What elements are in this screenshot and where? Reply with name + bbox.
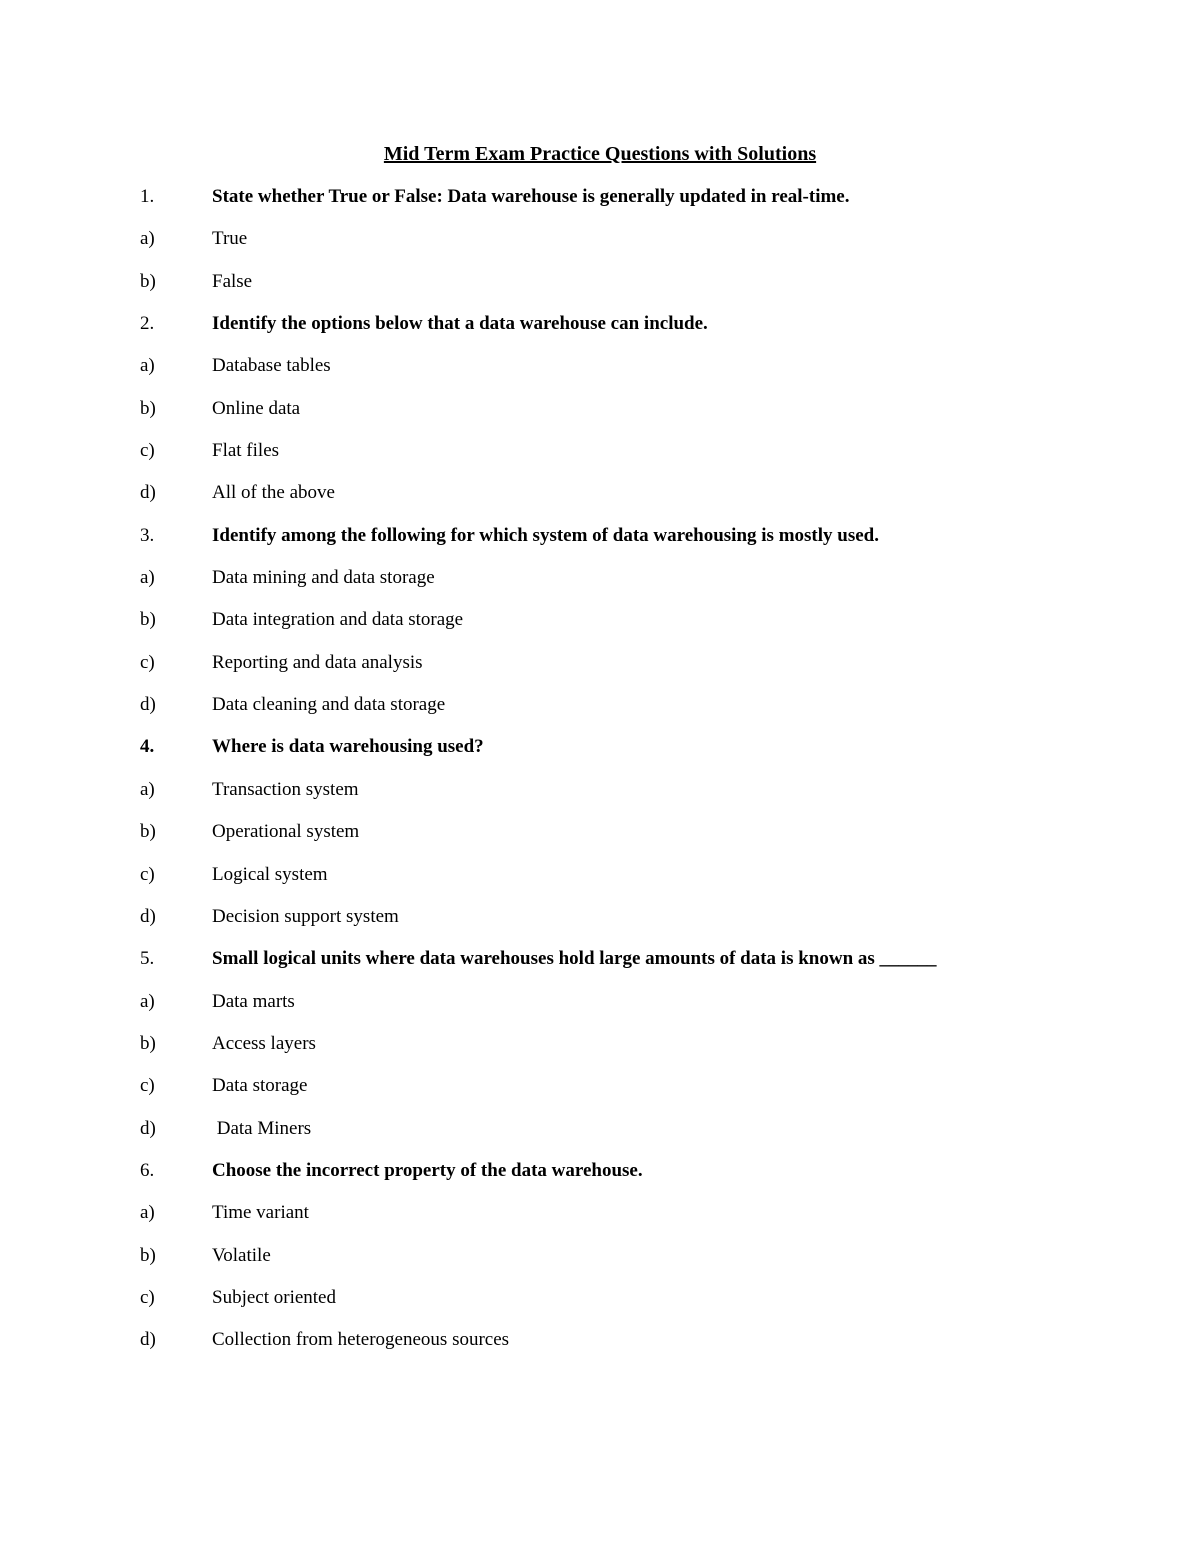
option-marker: c) <box>140 440 155 462</box>
question-number: 4. <box>140 736 155 758</box>
option-marker: d) <box>140 1329 156 1351</box>
question-text: State whether True or False: Data warehouse is generally updated in real-time. <box>212 186 850 207</box>
option-item <box>140 1031 1140 1073</box>
option-marker: c) <box>140 863 155 885</box>
option-text: Transaction system <box>212 778 359 800</box>
option-text: Data mining and data storage <box>212 567 435 589</box>
option-item <box>140 396 1140 438</box>
option-item <box>140 353 1140 395</box>
option-text: Subject oriented <box>212 1286 336 1308</box>
question-text: Identify among the following for which system of data warehousing is mostly used. <box>212 524 879 546</box>
option-marker: a) <box>140 355 155 377</box>
option-text: Data integration and data storage <box>212 609 464 631</box>
question-list <box>140 184 1140 1370</box>
option-item <box>140 650 1140 692</box>
option-marker: b) <box>140 1032 156 1054</box>
question-text: Where is data warehousing used? <box>212 736 484 758</box>
option-marker: a) <box>140 778 155 800</box>
option-marker: b) <box>140 1244 156 1266</box>
option-item <box>140 1285 1140 1327</box>
option-item <box>140 777 1140 819</box>
option-item <box>140 904 1140 946</box>
question-number: 3. <box>140 524 155 546</box>
option-item <box>140 269 1140 311</box>
question-6 <box>140 1158 1140 1200</box>
option-text: Database tables <box>212 355 331 377</box>
option-text: Access layers <box>212 1032 316 1054</box>
question-1 <box>140 184 1140 226</box>
option-marker: b) <box>140 397 156 419</box>
option-marker: c) <box>140 651 155 673</box>
question-text: Small logical units where data warehouses hold large amounts of data is known as ______ <box>212 948 937 970</box>
option-text: Operational system <box>212 821 360 843</box>
option-text: True <box>212 228 248 250</box>
option-item <box>140 692 1140 734</box>
option-item <box>140 1073 1140 1115</box>
option-item <box>140 565 1140 607</box>
option-marker: a) <box>140 567 155 589</box>
option-text: False <box>212 270 253 292</box>
option-text: Data Miners <box>212 1117 312 1139</box>
option-item <box>140 1116 1140 1158</box>
option-item <box>140 862 1140 904</box>
option-marker: c) <box>140 1075 155 1097</box>
option-item <box>140 819 1140 861</box>
option-marker: b) <box>140 609 156 631</box>
option-text: Logical system <box>212 863 328 885</box>
option-text: Data cleaning and data storage <box>212 694 446 716</box>
question-number: 2. <box>140 313 155 335</box>
option-text: Online data <box>212 397 301 419</box>
option-text: Time variant <box>212 1202 309 1224</box>
option-marker: c) <box>140 1286 155 1308</box>
question-text: Identify the options below that a data warehouse can include. <box>212 313 708 335</box>
option-item <box>140 1327 1140 1369</box>
option-marker: d) <box>140 1117 156 1139</box>
option-text: Data storage <box>212 1075 308 1097</box>
option-item <box>140 480 1140 522</box>
option-marker: a) <box>140 228 155 250</box>
option-item <box>140 1243 1140 1285</box>
question-4 <box>140 734 1140 776</box>
question-number: 1. <box>140 186 155 207</box>
option-marker: d) <box>140 694 156 716</box>
option-marker: d) <box>140 905 156 927</box>
option-marker: b) <box>140 821 156 843</box>
option-item <box>140 989 1140 1031</box>
document-title: Mid Term Exam Practice Questions with Solutions <box>383 143 817 165</box>
option-text: Volatile <box>212 1244 271 1266</box>
option-item <box>140 1200 1140 1242</box>
option-marker: b) <box>140 270 156 292</box>
question-5 <box>140 946 1140 988</box>
question-number: 6. <box>140 1159 155 1181</box>
option-item <box>140 226 1140 268</box>
option-marker: a) <box>140 990 155 1012</box>
question-text: Choose the incorrect property of the data warehouse. <box>212 1159 643 1181</box>
option-marker: d) <box>140 482 156 504</box>
question-3 <box>140 523 1140 565</box>
option-text: All of the above <box>212 482 335 504</box>
option-text: Decision support system <box>212 905 399 927</box>
question-2 <box>140 311 1140 353</box>
option-item <box>140 438 1140 480</box>
option-marker: a) <box>140 1202 155 1224</box>
question-number: 5. <box>140 948 155 970</box>
option-item <box>140 607 1140 649</box>
option-text: Collection from heterogeneous sources <box>212 1329 510 1351</box>
option-text: Data marts <box>212 990 295 1012</box>
option-text: Flat files <box>212 440 280 462</box>
option-text: Reporting and data analysis <box>212 651 423 673</box>
